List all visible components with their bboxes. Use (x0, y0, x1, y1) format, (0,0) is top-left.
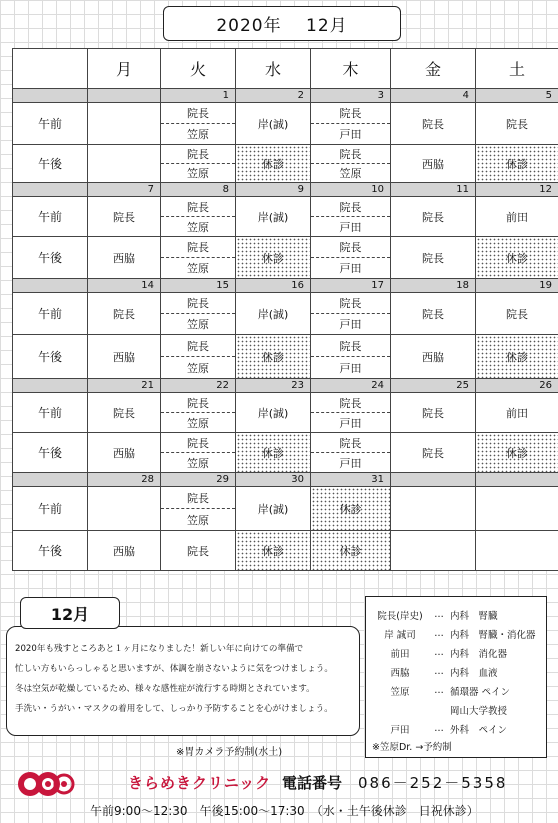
legend-department: 岡山大学教授 (450, 705, 508, 717)
date-cell: 17 (311, 279, 391, 293)
schedule-cell: 院長 (88, 393, 161, 433)
date-cell: 8 (161, 183, 236, 197)
schedule-cell: 院長 (161, 433, 236, 453)
date-cell: 16 (236, 279, 311, 293)
clinic-name: きらめきクリニック (128, 774, 272, 792)
date-cell: 15 (161, 279, 236, 293)
date-cell (476, 473, 558, 487)
schedule-cell: 西脇 (391, 145, 476, 183)
message-line: 忙しい方もいらっしゃると思いますが、体調を崩さないように気をつけましょう。 (15, 664, 333, 674)
closed-cell: 休診 (476, 433, 558, 473)
schedule-cell: 院長 (311, 145, 391, 164)
date-row-spacer (13, 183, 88, 197)
weekday-mon: 月 (88, 49, 161, 89)
schedule-cell: 院長 (311, 293, 391, 314)
date-row (13, 89, 558, 103)
schedule-cell: 笠原 (161, 413, 236, 433)
legend-doctor-name: 前田 (390, 648, 410, 660)
legend-row (372, 624, 540, 643)
schedule-cell: 院長 (161, 487, 236, 509)
date-cell: 14 (88, 279, 161, 293)
schedule-cell: 西脇 (88, 433, 161, 473)
schedule-cell: 院長 (391, 393, 476, 433)
gastroscope-note: ※胃カメラ予約制(水土) (176, 747, 283, 758)
date-cell: 18 (391, 279, 476, 293)
date-cell (88, 89, 161, 103)
period-am: 午前 (13, 487, 88, 531)
clinic-logo-icon (18, 766, 78, 802)
date-row-spacer (13, 279, 88, 293)
schedule-cell: 岸(誠) (236, 197, 311, 237)
weekday-thu: 木 (311, 49, 391, 89)
reservation-note: ※笠原Dr. →予約制 (372, 742, 452, 753)
schedule-cell: 笠原 (161, 453, 236, 473)
schedule-cell: 院長 (161, 531, 236, 571)
date-cell: 11 (391, 183, 476, 197)
date-cell: 12 (476, 183, 558, 197)
schedule-cell: 戸田 (311, 413, 391, 433)
closed-cell: 休診 (236, 433, 311, 473)
schedule-cell: 前田 (476, 197, 558, 237)
closed-cell: 休診 (236, 531, 311, 571)
weekday-fri: 金 (391, 49, 476, 89)
period-pm: 午後 (13, 335, 88, 379)
legend-row (372, 719, 540, 738)
date-row (13, 379, 558, 393)
closed-cell: 休診 (476, 335, 558, 379)
schedule-cell: 院長 (88, 293, 161, 335)
schedule-cell: 院長 (161, 145, 236, 164)
message-line: 2020年も残すところあと１ヶ月になりました！新しい年に向けての準備で (15, 644, 304, 654)
schedule-cell (88, 103, 161, 145)
date-cell: 7 (88, 183, 161, 197)
period-pm: 午後 (13, 145, 88, 183)
period-am: 午前 (13, 103, 88, 145)
schedule-cell: 院長 (161, 237, 236, 258)
legend-leader: … (434, 647, 444, 658)
schedule-cell: 岸(誠) (236, 293, 311, 335)
legend-doctor-name: 岸 誠司 (384, 629, 416, 641)
schedule-cell: 院長 (391, 293, 476, 335)
date-cell: 19 (476, 279, 558, 293)
date-cell: 29 (161, 473, 236, 487)
date-cell (391, 473, 476, 487)
period-am: 午前 (13, 393, 88, 433)
schedule-cell: 西脇 (88, 335, 161, 379)
schedule-cell: 院長 (161, 197, 236, 217)
schedule-cell (476, 531, 558, 571)
date-cell: 28 (88, 473, 161, 487)
schedule-cell: 笠原 (161, 314, 236, 335)
legend-row (372, 681, 540, 700)
legend-leader: … (434, 609, 444, 620)
schedule-cell: 笠原 (161, 124, 236, 145)
legend-department: 外科 ペイン (450, 724, 508, 736)
doctor-legend (365, 596, 547, 758)
closed-cell: 休診 (311, 487, 391, 531)
schedule-cell: 院長 (161, 335, 236, 357)
date-cell: 30 (236, 473, 311, 487)
legend-leader: … (434, 628, 444, 639)
schedule-cell: 院長 (161, 293, 236, 314)
closed-cell: 休診 (236, 237, 311, 279)
legend-department: 循環器 ペイン (450, 686, 511, 698)
corner-cell (13, 49, 88, 89)
message-line: 手洗い・うがい・マスクの着用をして、しっかり予防することを心がけましょう。 (15, 704, 333, 714)
schedule-cell: 笠原 (161, 164, 236, 183)
date-cell: 3 (311, 89, 391, 103)
legend-leader: … (434, 666, 444, 677)
weekday-header-row (13, 49, 558, 89)
schedule-cell: 前田 (476, 393, 558, 433)
date-row-spacer (13, 473, 88, 487)
phone-label: 電話番号 (282, 774, 343, 792)
weekday-sat: 土 (476, 49, 558, 89)
schedule-cell (476, 487, 558, 531)
calendar-title: 2020年 12月 (163, 6, 401, 41)
legend-department: 内科 消化器 (450, 648, 508, 660)
schedule-cell: 院長 (391, 433, 476, 473)
schedule-cell: 戸田 (311, 258, 391, 279)
schedule-cell: 西脇 (391, 335, 476, 379)
schedule-cell: 戸田 (311, 217, 391, 237)
month-label: 12月 (20, 597, 120, 629)
date-row (13, 279, 558, 293)
schedule-cell: 岸(誠) (236, 487, 311, 531)
schedule-cell (391, 531, 476, 571)
schedule-cell: 院長 (311, 335, 391, 357)
legend-leader: … (434, 723, 444, 734)
schedule-cell: 岸(誠) (236, 393, 311, 433)
schedule-cell: 戸田 (311, 314, 391, 335)
schedule-cell: 西脇 (88, 531, 161, 571)
schedule-cell: 院長 (161, 393, 236, 413)
weekday-tue: 火 (161, 49, 236, 89)
schedule-cell (88, 145, 161, 183)
date-cell: 4 (391, 89, 476, 103)
schedule-cell: 院長 (311, 197, 391, 217)
schedule-cell: 笠原 (161, 357, 236, 379)
schedule-cell: 院長 (161, 103, 236, 124)
closed-cell: 休診 (476, 237, 558, 279)
date-cell: 2 (236, 89, 311, 103)
date-row-spacer (13, 89, 88, 103)
schedule-cell (391, 487, 476, 531)
closed-cell: 休診 (236, 335, 311, 379)
schedule-cell: 院長 (476, 103, 558, 145)
legend-row (372, 605, 540, 624)
schedule-cell: 笠原 (311, 164, 391, 183)
date-cell: 22 (161, 379, 236, 393)
date-row (13, 183, 558, 197)
message-box (6, 626, 360, 736)
closed-cell: 休診 (311, 531, 391, 571)
schedule-cell: 戸田 (311, 124, 391, 145)
period-pm: 午後 (13, 531, 88, 571)
date-row (13, 473, 558, 487)
schedule-cell: 院長 (476, 293, 558, 335)
legend-department: 内科 腎臓・消化器 (450, 629, 536, 641)
legend-doctor-name: 笠原 (390, 686, 410, 698)
date-cell: 21 (88, 379, 161, 393)
period-pm: 午後 (13, 433, 88, 473)
schedule-cell: 院長 (311, 237, 391, 258)
legend-doctor-name: 西脇 (390, 667, 410, 679)
schedule-cell: 院長 (391, 103, 476, 145)
schedule-table (12, 48, 558, 571)
legend-doctor-name: 戸田 (390, 724, 410, 736)
schedule-cell: 岸(誠) (236, 103, 311, 145)
legend-department: 内科 血液 (450, 667, 498, 679)
date-cell: 31 (311, 473, 391, 487)
weekday-wed: 水 (236, 49, 311, 89)
closed-cell: 休診 (476, 145, 558, 183)
schedule-cell: 笠原 (161, 509, 236, 531)
schedule-cell: 院長 (311, 433, 391, 453)
date-cell: 24 (311, 379, 391, 393)
schedule-cell: 戸田 (311, 453, 391, 473)
schedule-cell: 西脇 (88, 237, 161, 279)
schedule-cell: 院長 (391, 237, 476, 279)
legend-leader: … (434, 685, 444, 696)
schedule-cell (88, 487, 161, 531)
legend-department: 内科 腎臓 (450, 610, 498, 622)
period-am: 午前 (13, 197, 88, 237)
date-cell: 10 (311, 183, 391, 197)
message-line: 冬は空気が乾燥しているため、様々な感性症が流行する時期とされています。 (15, 684, 315, 694)
schedule-cell: 院長 (311, 393, 391, 413)
schedule-cell: 笠原 (161, 217, 236, 237)
date-row-spacer (13, 379, 88, 393)
date-cell: 26 (476, 379, 558, 393)
closed-cell: 休診 (236, 145, 311, 183)
date-cell: 1 (161, 89, 236, 103)
phone-number: 086－252－5358 (358, 774, 508, 792)
schedule-cell: 戸田 (311, 357, 391, 379)
schedule-cell: 院長 (88, 197, 161, 237)
legend-row (372, 700, 540, 719)
schedule-cell: 院長 (391, 197, 476, 237)
period-am: 午前 (13, 293, 88, 335)
date-cell: 23 (236, 379, 311, 393)
period-pm: 午後 (13, 237, 88, 279)
date-cell: 5 (476, 89, 558, 103)
legend-row (372, 662, 540, 681)
date-cell: 25 (391, 379, 476, 393)
date-cell: 9 (236, 183, 311, 197)
schedule-cell: 笠原 (161, 258, 236, 279)
schedule-cell: 院長 (311, 103, 391, 124)
legend-doctor-name: 院長(岸史) (377, 610, 423, 622)
legend-row (372, 643, 540, 662)
office-hours: 午前9:00～12:30 午後15:00～17:30 （水・土午後休診 日祝休診） (90, 804, 479, 818)
